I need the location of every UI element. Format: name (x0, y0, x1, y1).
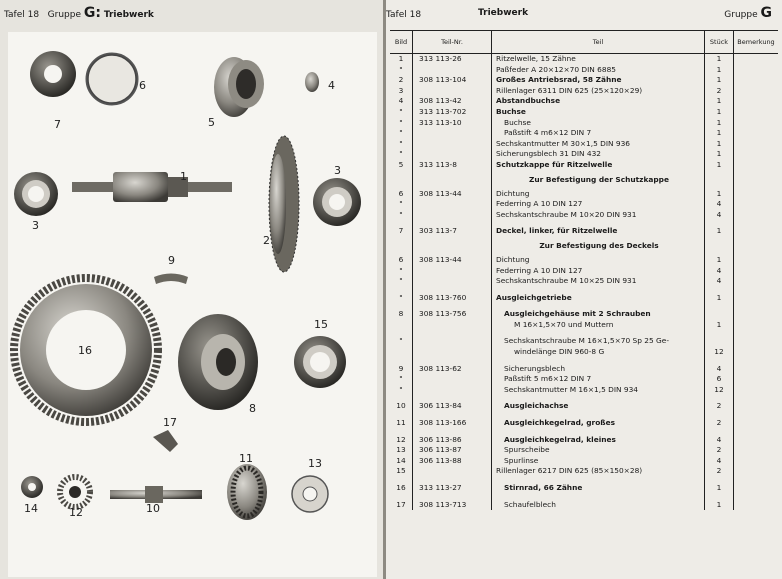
cell-bild: 5 (398, 159, 404, 169)
right-page (386, 0, 782, 579)
cell-stueck: 1 (705, 160, 734, 171)
cell-bild: 16 (396, 483, 406, 492)
cell-teil: windelänge DIN 960-8 G (492, 347, 705, 358)
cell-stueck: 6 (705, 374, 734, 385)
cell-teil-nr: 313 113-27 (413, 483, 492, 494)
cell-teil-nr (413, 128, 492, 139)
cell-bild: " (399, 106, 403, 116)
table-row (390, 364, 778, 375)
cell-bild (390, 320, 413, 331)
cell-bemerkung (734, 435, 779, 446)
cell-bemerkung (734, 364, 779, 375)
table-row (390, 483, 778, 494)
cell-bild: " (399, 384, 403, 394)
cell-bild: " (399, 276, 403, 286)
cell-teil: Sicherungsblech 31 DIN 432 (492, 149, 705, 160)
cell-stueck: 1 (705, 118, 734, 129)
cell-bild: 4 (398, 96, 404, 106)
cell-teil: Deckel, linker, für Ritzelwelle (492, 226, 705, 237)
cell-stueck: 2 (705, 466, 734, 477)
cell-bemerkung (734, 293, 779, 304)
cell-bild: 10 (396, 401, 406, 411)
cell-teil: Spurlinse (492, 456, 705, 467)
cell-bemerkung (734, 160, 779, 171)
cell-bild: " (399, 336, 403, 346)
cell-teil-nr: 313 113-8 (413, 160, 492, 171)
cell-stueck (705, 309, 734, 320)
cell-teil-nr (413, 385, 492, 396)
cell-bild: 13 (396, 445, 406, 455)
cell-teil-nr: 308 113-62 (413, 364, 492, 375)
cell-stueck (705, 336, 734, 347)
cell-teil-nr (413, 276, 492, 287)
part-4-bushing (305, 72, 319, 92)
cell-teil: Ausgleichkegelrad, großes (492, 418, 705, 429)
table-body (390, 54, 778, 511)
cell-bemerkung (734, 336, 779, 347)
part-13-thrust-washer (292, 476, 328, 512)
part-9-lock-plate (154, 274, 188, 285)
cell-bemerkung (734, 418, 779, 429)
table-row (390, 118, 778, 129)
label-15: 15 (314, 318, 328, 331)
cell-bild: 17 (396, 499, 406, 509)
cell-bemerkung (734, 118, 779, 129)
table-row (390, 199, 778, 210)
table-row (390, 160, 778, 171)
table-row (390, 347, 778, 358)
cell-bild: 7 (398, 226, 404, 236)
section-heading (390, 237, 778, 255)
section-heading (390, 171, 778, 189)
cell-teil: Dichtung (492, 189, 705, 200)
cell-stueck: 2 (705, 418, 734, 429)
parts-photo (8, 32, 377, 577)
table-row (390, 210, 778, 221)
cell-bemerkung (734, 149, 779, 160)
col-teil: Teil (492, 31, 705, 54)
cell-stueck: 1 (705, 139, 734, 150)
cell-bemerkung (734, 139, 779, 150)
cell-bild: 9 (398, 363, 404, 373)
cell-bemerkung (734, 500, 779, 511)
label-4: 4 (328, 79, 335, 92)
cell-stueck: 4 (705, 364, 734, 375)
cell-bemerkung (734, 347, 779, 358)
cell-bild: 2 (398, 75, 404, 85)
cell-teil-nr: 313 113-10 (413, 118, 492, 129)
cell-bild: " (399, 265, 403, 275)
cell-stueck: 1 (705, 128, 734, 139)
cell-bemerkung (734, 128, 779, 139)
cell-teil-nr: 306 113-88 (413, 456, 492, 467)
cell-bemerkung (734, 385, 779, 396)
cell-bild: 6 (398, 188, 404, 198)
cell-bemerkung (734, 374, 779, 385)
part-5-cap (214, 57, 264, 117)
cell-stueck: 4 (705, 435, 734, 446)
cell-stueck: 1 (705, 149, 734, 160)
cell-bemerkung (734, 96, 779, 107)
cell-teil-nr (413, 266, 492, 277)
cell-teil: Sechskantschraube M 16×1,5×70 Sp 25 Ge- (492, 336, 705, 347)
cell-bild: 1 (398, 54, 404, 63)
cell-stueck: 1 (705, 96, 734, 107)
cell-teil: Sechskantmutter M 16×1,5 DIN 934 (492, 385, 705, 396)
table-row (390, 226, 778, 237)
cell-teil: Paßstift 4 m6×12 DIN 7 (492, 128, 705, 139)
table-row (390, 75, 778, 86)
label-11: 11 (239, 452, 253, 465)
cell-teil: Buchse (492, 107, 705, 118)
label-13: 13 (308, 457, 322, 470)
cell-stueck: 1 (705, 293, 734, 304)
cell-teil-nr (413, 86, 492, 97)
cell-teil: Sechskantschraube M 10×20 DIN 931 (492, 210, 705, 221)
cell-teil-nr (413, 347, 492, 358)
table-row (390, 255, 778, 266)
table-row (390, 309, 778, 320)
right-title: Triebwerk (478, 8, 529, 18)
table-row (390, 320, 778, 331)
cell-teil-nr (413, 149, 492, 160)
cell-teil-nr: 306 113-87 (413, 445, 492, 456)
cell-bemerkung (734, 210, 779, 221)
part-6-gasket (87, 54, 137, 104)
cell-teil: Großes Antriebsrad, 58 Zähne (492, 75, 705, 86)
table-row (390, 139, 778, 150)
cell-stueck: 1 (705, 75, 734, 86)
part-12-small-bevel-gear (60, 477, 90, 507)
cell-bild: " (399, 117, 403, 127)
cell-bild: " (399, 128, 403, 138)
table-row (390, 466, 778, 477)
label-2: 2 (263, 234, 270, 247)
label-7: 7 (54, 118, 61, 131)
cell-teil: Dichtung (492, 255, 705, 266)
cell-stueck: 1 (705, 255, 734, 266)
label-17: 17 (163, 416, 177, 429)
cell-teil-nr: 306 113-86 (413, 435, 492, 446)
cell-bild: 12 (396, 434, 406, 444)
cell-teil: Ausgleichgetriebe (492, 293, 705, 304)
table-row (390, 401, 778, 412)
part-8-differential-case (178, 314, 258, 410)
label-1: 1 (180, 170, 187, 183)
cell-teil: Ausgleichkegelrad, kleines (492, 435, 705, 446)
cell-bemerkung (734, 456, 779, 467)
cell-bemerkung (734, 445, 779, 456)
cell-stueck: 4 (705, 456, 734, 467)
cell-teil: Schaufelblech (492, 500, 705, 511)
table-row (390, 128, 778, 139)
cell-stueck: 1 (705, 65, 734, 76)
cell-teil-nr (413, 336, 492, 347)
cell-teil-nr (413, 374, 492, 385)
left-header (4, 5, 154, 21)
cell-teil: Ausgleichgehäuse mit 2 Schrauben (492, 309, 705, 320)
col-stueck: Stück (705, 31, 734, 54)
cell-teil-nr (413, 466, 492, 477)
cell-teil-nr: 308 113-42 (413, 96, 492, 107)
cell-bemerkung (734, 226, 779, 237)
label-3a: 3 (32, 219, 39, 232)
col-teil-nr: Teil-Nr. (413, 31, 492, 54)
cell-teil-nr: 313 113-26 (413, 54, 492, 65)
cell-bemerkung (734, 86, 779, 97)
cell-bemerkung (734, 266, 779, 277)
cell-bild: " (399, 138, 403, 148)
cell-teil: M 16×1,5×70 und Muttern (492, 320, 705, 331)
table-row (390, 107, 778, 118)
table-row (390, 385, 778, 396)
label-8: 8 (249, 402, 256, 415)
cell-stueck: 1 (705, 483, 734, 494)
part-14-thrust-lens (21, 476, 43, 498)
part-11-large-bevel-gear (227, 464, 267, 520)
left-title: Triebwerk (103, 10, 154, 20)
cell-stueck: 12 (705, 347, 734, 358)
cell-stueck: 4 (705, 276, 734, 287)
left-tafel: Tafel 18 (4, 10, 40, 20)
cell-bild (390, 347, 413, 358)
cell-bild: " (399, 64, 403, 74)
cell-bemerkung (734, 276, 779, 287)
table-row (390, 266, 778, 277)
right-gruppe (724, 5, 772, 21)
table-header (390, 31, 778, 54)
cell-bemerkung (734, 483, 779, 494)
cell-teil-nr: 308 113-756 (413, 309, 492, 320)
cell-teil-nr: 308 113-104 (413, 75, 492, 86)
cell-stueck: 4 (705, 266, 734, 277)
table-row (390, 445, 778, 456)
table-row (390, 293, 778, 304)
parts-illustration (8, 32, 377, 577)
col-bild: Bild (390, 31, 413, 54)
cell-stueck: 4 (705, 199, 734, 210)
table-row (390, 374, 778, 385)
cell-bemerkung (734, 309, 779, 320)
table-row (390, 189, 778, 200)
cell-bemerkung (734, 466, 779, 477)
cell-bemerkung (734, 199, 779, 210)
cell-teil-nr (413, 210, 492, 221)
part-2-drive-gear (269, 136, 299, 272)
cell-bild: " (399, 209, 403, 219)
table-row (390, 54, 778, 65)
label-3b: 3 (334, 164, 341, 177)
left-page (0, 0, 383, 579)
cell-teil-nr: 308 113-166 (413, 418, 492, 429)
left-gruppe-letter: G: (83, 5, 101, 21)
cell-teil: Ausgleichachse (492, 401, 705, 412)
cell-stueck: 1 (705, 500, 734, 511)
cell-stueck: 1 (705, 107, 734, 118)
right-gruppe-label: Gruppe (724, 10, 758, 20)
cell-teil: Paßfeder A 20×12×70 DIN 6885 (492, 65, 705, 76)
cell-stueck: 12 (705, 385, 734, 396)
cell-teil-nr: 303 113-7 (413, 226, 492, 237)
cell-bild: 8 (398, 309, 404, 319)
cell-teil: Federring A 10 DIN 127 (492, 199, 705, 210)
cell-teil-nr (413, 139, 492, 150)
left-gruppe: Gruppe (47, 10, 81, 20)
cell-bemerkung (734, 255, 779, 266)
cell-teil: Sechskantschraube M 10×25 DIN 931 (492, 276, 705, 287)
parts-table (390, 30, 778, 510)
table-row (390, 418, 778, 429)
cell-teil: Paßstift 5 m6×12 DIN 7 (492, 374, 705, 385)
cell-teil: Federring A 10 DIN 127 (492, 266, 705, 277)
cell-bemerkung (734, 54, 779, 65)
cell-teil: Buchse (492, 118, 705, 129)
cell-stueck: 2 (705, 86, 734, 97)
table-row (390, 96, 778, 107)
label-6: 6 (139, 79, 146, 92)
cell-teil-nr: 308 113-44 (413, 189, 492, 200)
cell-bild: 6 (398, 254, 404, 264)
cell-bild: " (399, 374, 403, 384)
cell-teil: Spurscheibe (492, 445, 705, 456)
right-tafel: Tafel 18 (386, 10, 422, 20)
part-10-differential-axle (110, 486, 202, 503)
section-heading-text: Zur Befestigung der Schutzkappe (492, 171, 705, 189)
table-row (390, 456, 778, 467)
cell-bemerkung (734, 65, 779, 76)
label-14: 14 (24, 502, 38, 515)
cell-teil-nr (413, 320, 492, 331)
cell-teil-nr: 308 113-713 (413, 500, 492, 511)
table-row (390, 435, 778, 446)
part-3-bearing-right (313, 178, 361, 226)
cell-bild: " (399, 149, 403, 159)
section-heading-text: Zur Befestigung des Deckels (492, 237, 705, 255)
col-bemerkung: Bemerkung (734, 31, 779, 54)
cell-teil: Stirnrad, 66 Zähne (492, 483, 705, 494)
cell-stueck: 2 (705, 445, 734, 456)
cell-bild: 14 (396, 455, 406, 465)
part-3-bearing-left (14, 172, 58, 216)
part-17-baffle-plate (153, 430, 178, 452)
cell-teil-nr (413, 65, 492, 76)
cell-teil: Abstandbuchse (492, 96, 705, 107)
cell-teil-nr: 313 113-702 (413, 107, 492, 118)
cell-stueck: 2 (705, 401, 734, 412)
cell-bemerkung (734, 320, 779, 331)
label-10: 10 (146, 502, 160, 515)
cell-stueck: 1 (705, 226, 734, 237)
cell-stueck: 1 (705, 54, 734, 65)
cell-stueck: 4 (705, 210, 734, 221)
label-9: 9 (168, 254, 175, 267)
table-row (390, 276, 778, 287)
cell-stueck: 1 (705, 320, 734, 331)
label-12: 12 (69, 506, 83, 519)
part-1-pinion-shaft (72, 172, 232, 202)
cell-bemerkung (734, 401, 779, 412)
cell-teil-nr (413, 199, 492, 210)
cell-bemerkung (734, 189, 779, 200)
table-row (390, 149, 778, 160)
table-row (390, 500, 778, 511)
cell-teil: Schutzkappe für Ritzelwelle (492, 160, 705, 171)
cell-teil: Ritzelwelle, 15 Zähne (492, 54, 705, 65)
cell-teil: Sicherungsblech (492, 364, 705, 375)
cell-teil: Rillenlager 6311 DIN 625 (25×120×29) (492, 86, 705, 97)
cell-teil-nr: 306 113-84 (413, 401, 492, 412)
cell-stueck: 1 (705, 189, 734, 200)
table-row (390, 86, 778, 97)
cell-bild: 15 (396, 466, 406, 476)
cell-bild: " (399, 292, 403, 302)
cell-teil-nr: 308 113-44 (413, 255, 492, 266)
part-7-cover (30, 51, 76, 97)
part-15-bearing (294, 336, 346, 388)
cell-teil: Rillenlager 6217 DIN 625 (85×150×28) (492, 466, 705, 477)
cell-bild: 3 (398, 85, 404, 95)
right-gruppe-letter: G (760, 5, 772, 21)
cell-teil: Sechskantmutter M 30×1,5 DIN 936 (492, 139, 705, 150)
label-5: 5 (208, 116, 215, 129)
cell-teil-nr: 308 113-760 (413, 293, 492, 304)
cell-bild: 11 (396, 418, 406, 428)
cell-bemerkung (734, 107, 779, 118)
label-16: 16 (78, 344, 92, 357)
cell-bild: " (399, 199, 403, 209)
cell-bemerkung (734, 75, 779, 86)
table-row (390, 336, 778, 347)
table-row (390, 65, 778, 76)
